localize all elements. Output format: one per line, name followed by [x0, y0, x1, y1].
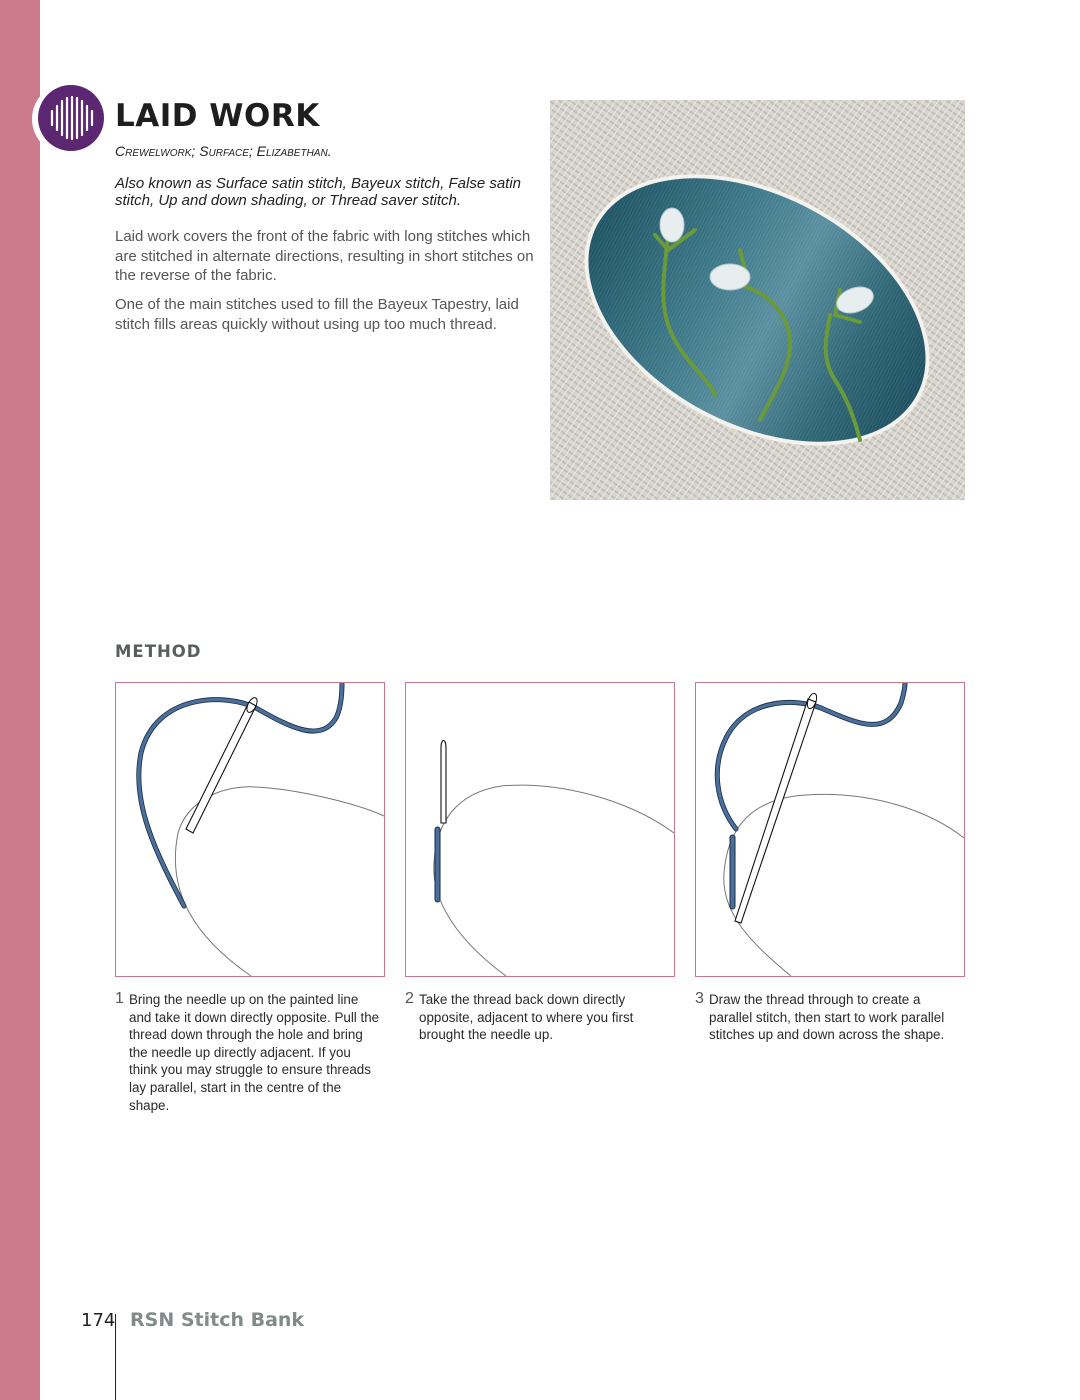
laid-stitch: [730, 835, 735, 909]
step-number: 1: [115, 990, 124, 1007]
outline-shape: [434, 785, 674, 976]
side-color-bar: [0, 0, 40, 1400]
laid-work-stitch-icon: [38, 85, 104, 151]
needle: [441, 741, 446, 824]
step-number: 3: [695, 990, 704, 1007]
step-1-illustration: [115, 682, 385, 977]
step-2-illustration: [405, 682, 675, 977]
book-title: RSN Stitch Bank: [130, 1309, 305, 1331]
step-number: 2: [405, 990, 414, 1007]
step-description: Bring the needle up on the painted line and take it down directly opposite. Pull the thread down through the hole and bring the needle up directly adjacent. If you think you may struggle to ensure threads lay parallel, start in the centre of the shape.: [129, 992, 380, 1113]
stitch-category-badge: [32, 83, 104, 155]
embroidery-photo: [550, 100, 965, 500]
step-3-illustration: [695, 682, 965, 977]
stitch-title: LAID WORK: [115, 98, 320, 134]
method-heading: METHOD: [115, 642, 202, 661]
description-paragraph: One of the main stitches used to fill the Bayeux Tapestry, laid stitch fills areas quickly without using up too much thread.: [115, 296, 519, 333]
stitch-categories: Crewelwork; Surface; Elizabethan.: [115, 143, 332, 159]
footer-divider: [115, 1314, 116, 1400]
needle: [186, 696, 259, 833]
outline-shape: [724, 794, 964, 976]
needle: [735, 692, 818, 923]
laid-stitch: [435, 827, 440, 902]
also-known-as: Also known as Surface satin stitch, Bayeux stitch, False satin stitch, Up and down shading, or Thread saver stitch.: [115, 175, 522, 209]
outline-shape: [175, 787, 384, 976]
step-description: Take the thread back down directly opposite, adjacent to where you first brought the needle up.: [419, 992, 634, 1043]
step-description: Draw the thread through to create a parallel stitch, then start to work parallel stitches up and down across the shape.: [709, 992, 945, 1043]
description-paragraph: Laid work covers the front of the fabric with long stitches which are stitched in alternate directions, resulting in short stitches on the reverse of the fabric.: [115, 228, 534, 284]
page-number: 174: [81, 1310, 116, 1331]
